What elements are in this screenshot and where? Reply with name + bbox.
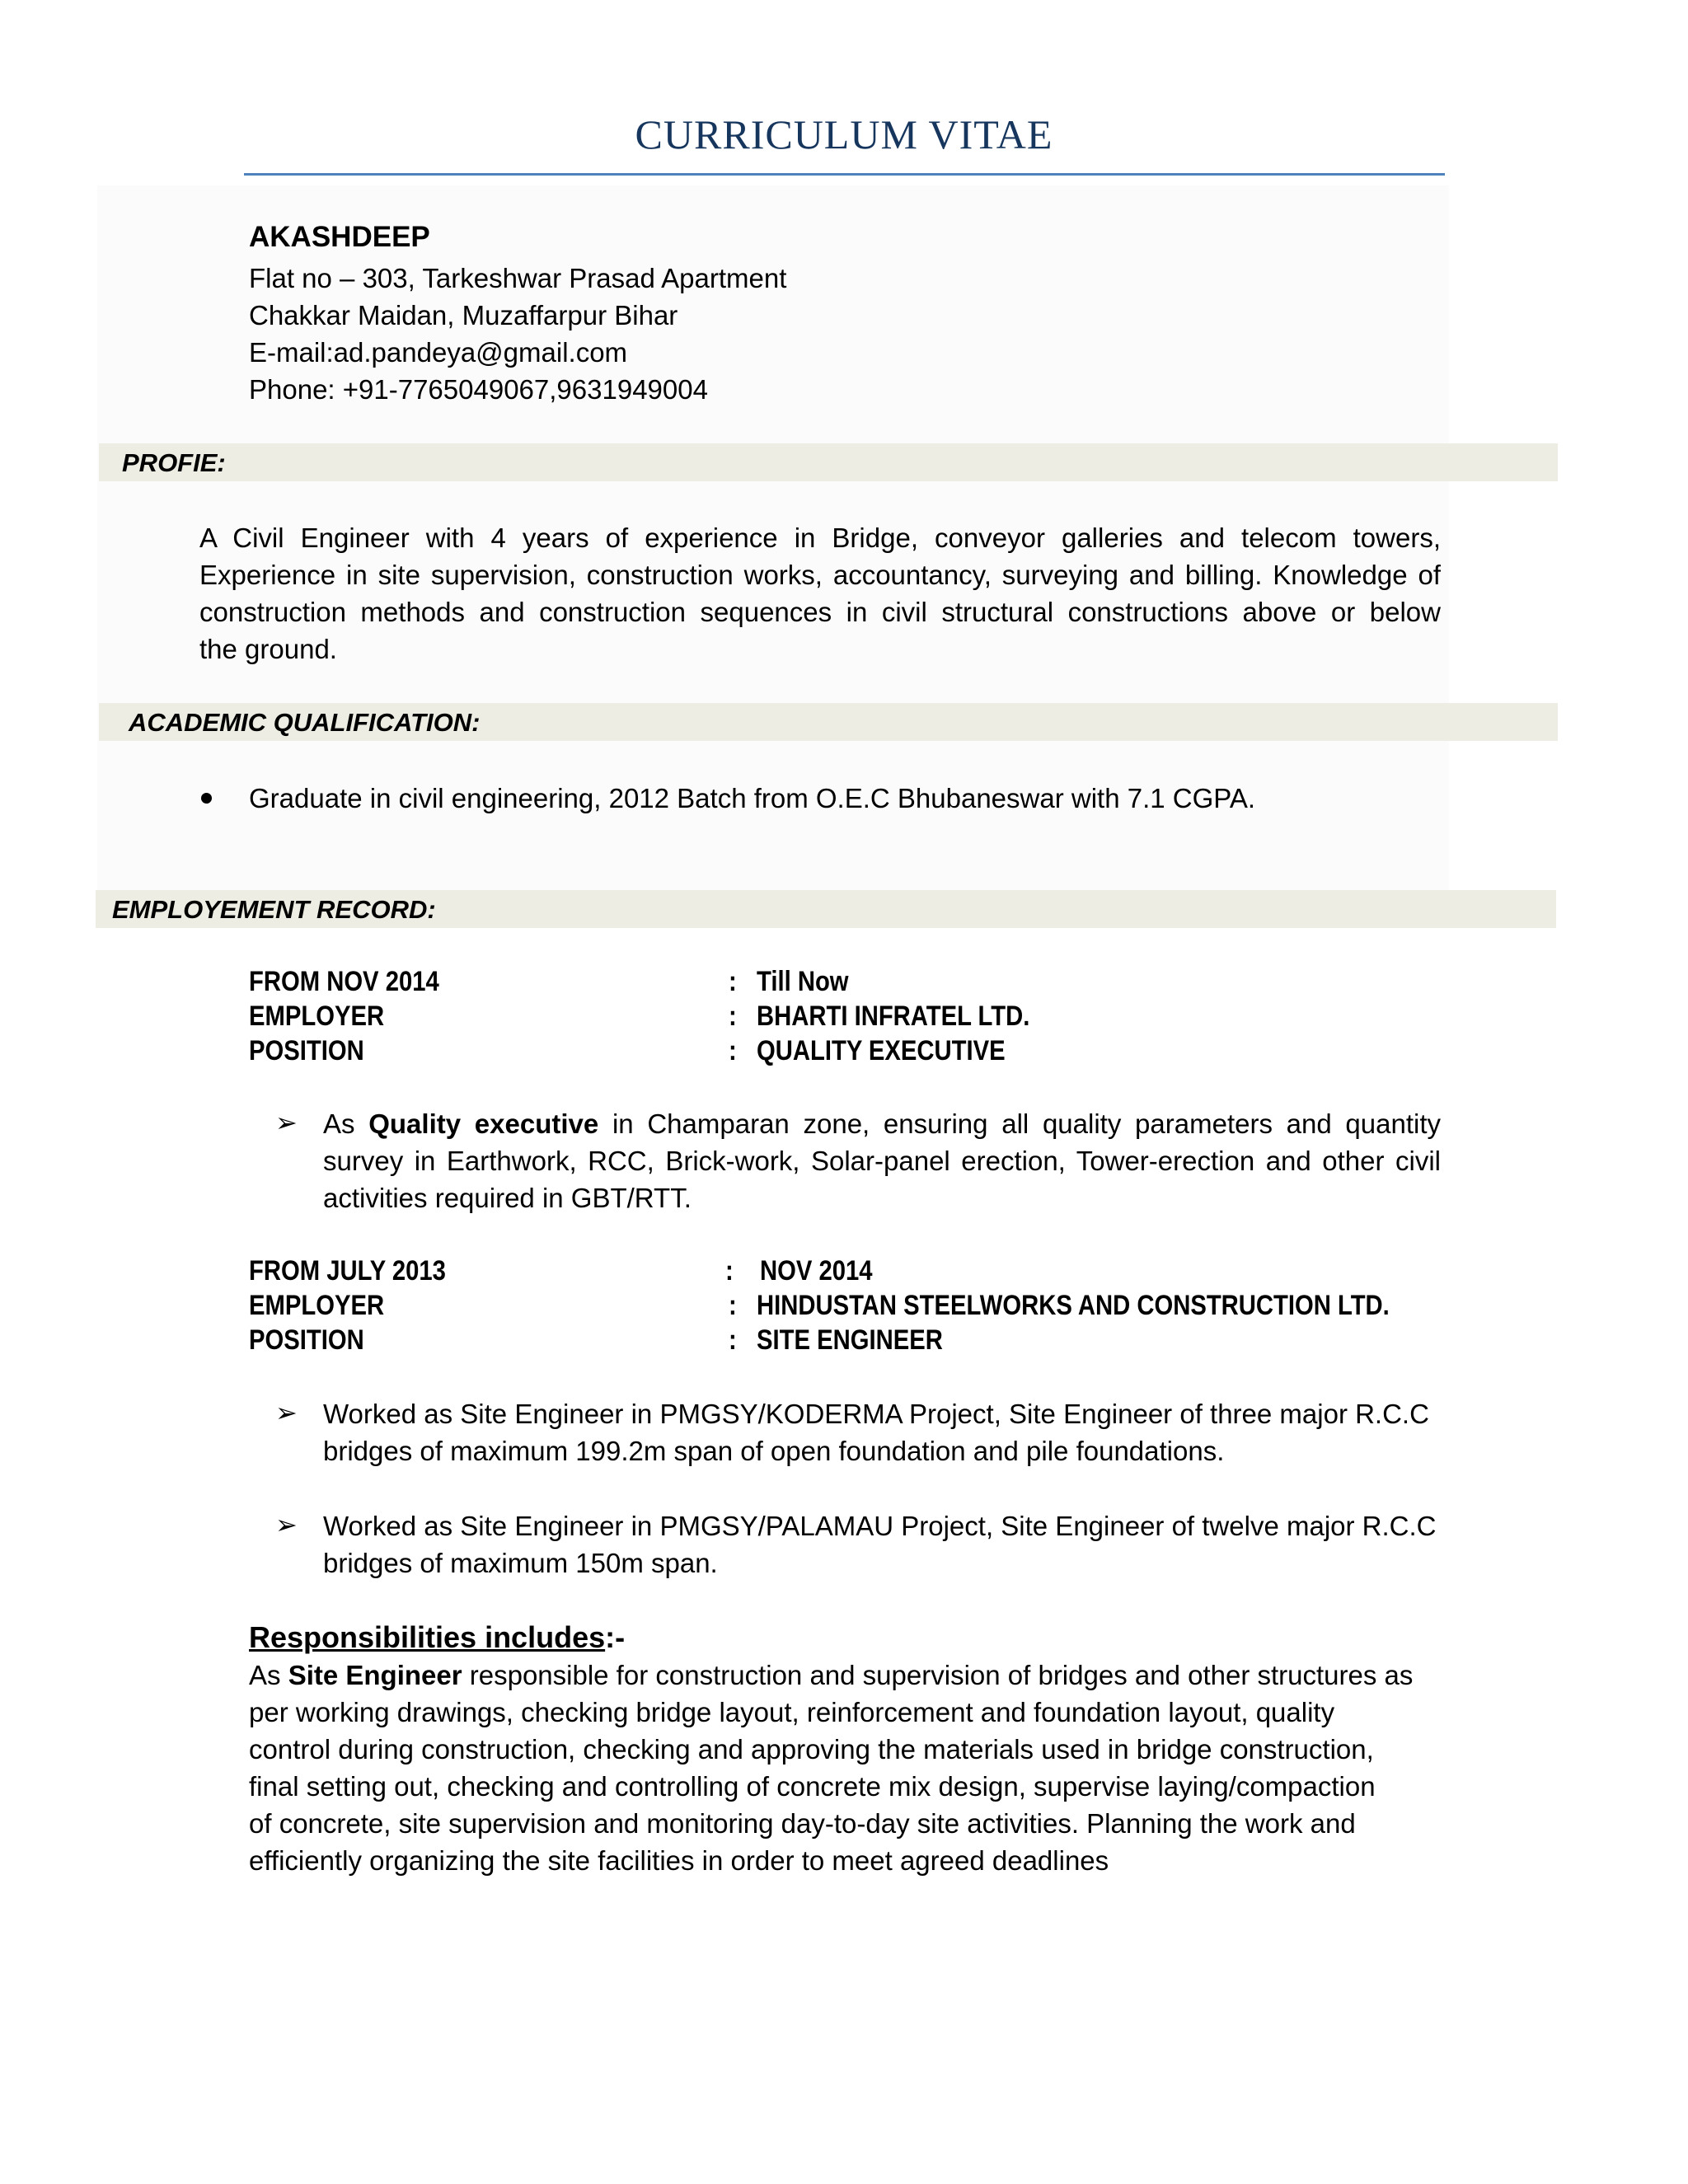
profile-heading-band <box>99 443 1558 481</box>
job2-bullet-1-line-2: bridges of maximum 199.2m span of open foundation and pile foundations. <box>323 1436 1225 1466</box>
profile-line: the ground. <box>199 634 337 664</box>
responsibilities-bold-term: Site Engineer <box>288 1660 462 1690</box>
job2-bullet-1-line-1: Worked as Site Engineer in PMGSY/KODERMA Project, Site Engineer of three major R.C.C <box>323 1399 1429 1429</box>
job2-bullet-2-line-1: Worked as Site Engineer in PMGSY/PALAMAU Project, Site Engineer of twelve major R.C.C <box>323 1511 1437 1541</box>
email-line: E-mail:ad.pandeya@gmail.com <box>249 337 628 368</box>
job1-employer-value: BHARTI INFRATEL LTD. <box>757 1001 1030 1032</box>
job1-bullet-1 <box>323 1105 1441 1216</box>
job2-position-label: POSITION <box>249 1324 364 1356</box>
job2-employer-label: EMPLOYER <box>249 1290 385 1321</box>
responsibilities-heading-text: Responsibilities includes <box>249 1620 606 1654</box>
responsibilities-prefix: As <box>249 1660 288 1690</box>
bullet-prefix: As <box>323 1108 369 1139</box>
responsibilities-line: efficiently organizing the site facilities in order to meet agreed deadlines <box>249 1845 1109 1876</box>
job1-position-label: POSITION <box>249 1035 364 1066</box>
responsibilities-line <box>249 1657 1413 1694</box>
job2-from-value: NOV 2014 <box>760 1255 873 1286</box>
job1-bullet-line: survey in Earthwork, RCC, Brick-work, Solar-panel erection, Tower-erection and other civil <box>323 1146 1441 1176</box>
candidate-name: AKASHDEEP <box>249 221 430 253</box>
page-title: CURRICULUM VITAE <box>635 111 1053 157</box>
job1-from-colon: : <box>729 966 737 997</box>
responsibilities-line: final setting out, checking and controlling of concrete mix design, supervise laying/compaction <box>249 1771 1376 1802</box>
profile-line: Experience in site supervision, construction works, accountancy, surveying and billing. Knowledge of <box>199 560 1441 590</box>
responsibilities-line: per working drawings, checking bridge layout, reinforcement and foundation layout, quality <box>249 1697 1335 1727</box>
job1-position-value: QUALITY EXECUTIVE <box>757 1035 1006 1066</box>
responsibilities-heading-suffix: :- <box>605 1620 626 1654</box>
title-underline <box>244 173 1445 176</box>
job2-from-label: FROM JULY 2013 <box>249 1255 446 1286</box>
arrow-bullet-icon: ➢ <box>275 1510 298 1540</box>
profile-heading: PROFIE: <box>122 448 226 477</box>
employment-heading: EMPLOYEMENT RECORD: <box>112 895 436 924</box>
bullet-bold-term: Quality executive <box>368 1108 599 1139</box>
arrow-bullet-icon: ➢ <box>275 1108 298 1137</box>
job1-employer-label: EMPLOYER <box>249 1001 385 1032</box>
profile-paragraph <box>199 519 1441 668</box>
job2-position-colon: : <box>729 1324 737 1356</box>
responsibilities-rest: responsible for construction and supervision of bridges and other structures as <box>462 1660 1414 1690</box>
arrow-bullet-icon: ➢ <box>275 1398 298 1427</box>
responsibilities-line: control during construction, checking and approving the materials used in bridge construction, <box>249 1734 1374 1765</box>
profile-line: construction methods and construction sequences in civil structural constructions above or below <box>199 597 1441 627</box>
responsibilities-heading <box>249 1619 625 1656</box>
job2-employer-value: HINDUSTAN STEELWORKS AND CONSTRUCTION LTD. <box>757 1290 1390 1321</box>
profile-line: A Civil Engineer with 4 years of experience in Bridge, conveyor galleries and telecom towers, <box>199 523 1441 553</box>
address-line-2: Chakkar Maidan, Muzaffarpur Bihar <box>249 300 678 330</box>
job2-from-colon: : <box>725 1255 734 1286</box>
job2-employer-colon: : <box>729 1290 737 1321</box>
phone-line: Phone: +91-7765049067,9631949004 <box>249 374 708 405</box>
responsibilities-line: of concrete, site supervision and monitoring day-to-day site activities. Planning the work and <box>249 1808 1356 1839</box>
job2-bullet-2-line-2: bridges of maximum 150m span. <box>323 1548 718 1578</box>
academic-item: Graduate in civil engineering, 2012 Batch from O.E.C Bhubaneswar with 7.1 CGPA. <box>249 783 1256 813</box>
job1-bullet-line <box>323 1105 1441 1142</box>
job2-position-value: SITE ENGINEER <box>757 1324 943 1356</box>
job1-from-value: Till Now <box>757 966 849 997</box>
academic-heading: ACADEMIC QUALIFICATION: <box>129 708 481 737</box>
bullet-rest: in Champaran zone, ensuring all quality parameters and quantity <box>598 1108 1441 1139</box>
job1-position-colon: : <box>729 1035 737 1066</box>
job1-employer-colon: : <box>729 1001 737 1032</box>
job1-bullet-line: activities required in GBT/RTT. <box>323 1183 692 1213</box>
address-line-1: Flat no – 303, Tarkeshwar Prasad Apartment <box>249 263 787 293</box>
bullet-dot-icon <box>201 793 212 804</box>
job1-from-label: FROM NOV 2014 <box>249 966 439 997</box>
